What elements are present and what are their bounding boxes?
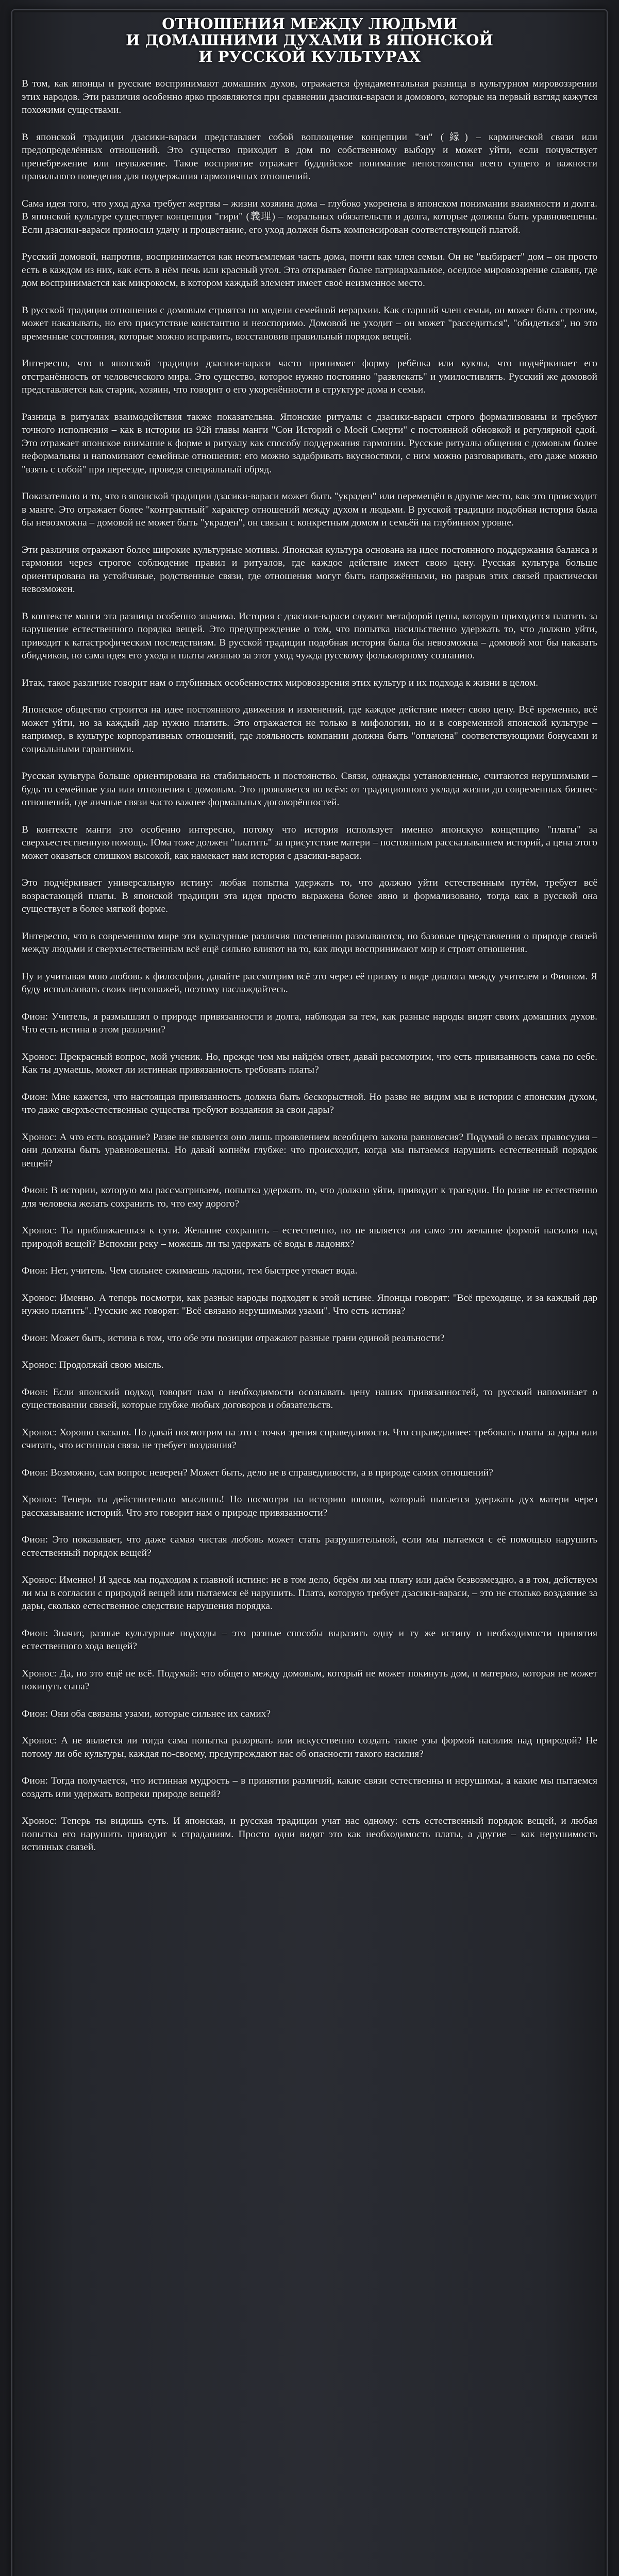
dialogue-line: Фион: В истории, которую мы рассматриваем, попытка удержать то, что должно уйти, приводит к трагедии. Но разве не естественно для человека желать сохранить то, что ему дорого?	[22, 1185, 597, 1209]
paragraph: Разница в ритуалах взаимодействия также показательна. Японские ритуалы с дзасики-вараси строго формализованы и требуют точного исполнения – как в истории из 92й главы манги "Сон Историй о Моей Смерти" с постоянной обновкой и регулярной едой. Это отражает японское внимание к форме и ритуалу как способу поддержания гармонии. Русские ритуалы общения с домовым более неформальны и напоминают семейные отношения: его можно задабривать вкусностями, с ним можно разговаривать, его даже можно "взять с собой" при переезде, проведя специальный обряд.	[22, 411, 597, 475]
paragraph: Это подчёркивает универсальную истину: любая попытка удержать то, что должно уйти естественным путём, требует всё возрастающей платы. В японской традиции эта идея просто выражена более явно и формализовано, тогда как в русской она существует в более мягкой форме.	[22, 877, 597, 914]
dialogue-line: Фион: Мне кажется, что настоящая привязанность должна быть бескорыстной. Но разве не видим мы в истории с японским духом, что даже сверхъестественные существа требуют воздаяния за свои дары?	[22, 1091, 597, 1115]
dialogue-line: Фион: Возможно, сам вопрос неверен? Может быть, дело не в справедливости, а в природе самих отношений?	[22, 1467, 493, 1478]
dialogue-line: Фион: Они оба связаны узами, которые сильнее их самих?	[22, 1708, 271, 1719]
paragraph: Сама идея того, что уход духа требует жертвы – жизни хозяина дома – глубоко укоренена в японском понимании взаимности и долга. В японской культуре существует концепция "гири" (義理) – моральных обязательств и долга, которые должны быть уравновешены. Если дзасики-вараси приносил удачу и процветание, его уход должен быть компенсирован соответствующей платой.	[22, 198, 597, 235]
title-line-3: И РУССКОЙ КУЛЬТУРАХ	[198, 48, 421, 65]
dialogue-line: Фион: Учитель, я размышлял о природе привязанности и долга, наблюдая за тем, как разные народы видят своих домашних духов. Что есть истина в этом различии?	[22, 1011, 597, 1035]
dialogue-line: Фион: Если японский подход говорит нам о необходимости осознавать цену наших привязанностей, то русский напоминает о существовании связей, которые глубже любых договоров и обязательств.	[22, 1386, 597, 1411]
dialogue-line: Хронос: Да, но это ещё не всё. Подумай: что общего между домовым, который не может покинуть дом, и матерью, которая не может покинуть сына?	[22, 1668, 597, 1692]
paragraph: Ну и учитывая мою любовь к философии, давайте рассмотрим всё это через её призму в виде диалога между учителем и Фионом. Я буду использовать своих персонажей, поэтому наслаждайтесь.	[22, 971, 597, 995]
dialogue-line: Фион: Это показывает, что даже самая чистая любовь может стать разрушительной, если мы пытаемся с её помощью нарушить естественный порядок вещей?	[22, 1534, 597, 1558]
paragraph: Показательно и то, что в японской традиции дзасики-вараси может быть "украден" или перемещён в другое место, как это происходит в манге. Это отражает более "контрактный" характер отношений между духом и людьми. В русской традиции подобная история была бы невозможна – домовой не может быть "украден", он связан с конкретным домом и семьёй на глубинном уровне.	[22, 491, 597, 528]
paragraph: Японское общество строится на идее постоянного движения и изменений, где каждое действие имеет свою цену. Всё временно, всё может уйти, но за каждый дар нужно платить. Это отражается не только в мифологии, но и в современной японской культуре – например, в культуре корпоративных отношений, где лояльность компании должна быть "оплачена" соответствующими бонусами и социальными гарантиями.	[22, 704, 597, 755]
dialogue-line: Хронос: Ты приближаешься к сути. Желание сохранить – естественно, но не является ли само это желание формой насилия над природой вещей? Вспомни реку – можешь ли ты удержать её воды в ладонях?	[22, 1225, 597, 1249]
dialogue-line: Фион: Значит, разные культурные подходы – это разные способы выразить одну и ту же истину о необходимости принятия естественного хода вещей?	[22, 1628, 597, 1652]
dialogue-line: Хронос: Прекрасный вопрос, мой ученик. Но, прежде чем мы найдём ответ, давай рассмотрим, что есть привязанность сама по себе. Как ты думаешь, может ли истинная привязанность требовать платы?	[22, 1051, 597, 1075]
title-line-2: И ДОМАШНИМИ ДУХАМИ В ЯПОНСКОЙ	[126, 31, 493, 49]
paragraph: Русская культура больше ориентирована на стабильность и постоянство. Связи, однажды установленные, считаются нерушимыми – будь то семейные узы или отношения с домовым. Это проявляется во всём: от традиционного уклада жизни до современных бизнес-отношений, где личные связи часто важнее формальных договорённостей.	[22, 771, 597, 808]
dialogue-line: Хронос: Хорошо сказано. Но давай посмотрим на это с точки зрения справедливости. Что справедливее: требовать платы за дары или считать, что истинная связь не требует воздаяния?	[22, 1427, 597, 1451]
paragraph: В контексте манги это особенно интересно, потому что история использует именно японскую концепцию "платы" за сверхъестественную помощь. Юма тоже должен "платить" за присутствие матери – постоянным рассказыванием историй, а цена этого может оказаться слишком высокой, как намекает нам история с дзасики-вараси.	[22, 824, 597, 861]
article-body	[22, 77, 597, 1854]
paragraph: Эти различия отражают более широкие культурные мотивы. Японская культура основана на идее постоянного поддержания баланса и гармонии через строгое соблюдение правил и ритуалов, где каждое действие имеет свою цену. Русская культура больше ориентирована на устойчивые, родственные связи, где отношения могут быть напряжёнными, но разрыв этих связей практически невозможен.	[22, 544, 597, 595]
dialogue-line: Хронос: А что есть воздание? Разве не является оно лишь проявлением всеобщего закона равновесия? Подумай о весах правосудия – они должны быть уравновешены. Но давай копнём глубже: что происходит, когда мы пытаемся нарушить естественный порядок вещей?	[22, 1131, 597, 1169]
paragraph: Русский домовой, напротив, воспринимается как неотъемлемая часть дома, почти как член семьи. Он не "выбирает" дом – он просто есть в каждом из них, как есть в нём печь или красный угол. Эта открывает более патриархальное, оседлое мировоззрение славян, где дом воспринимается как микрокосм, в котором каждый элемент имеет своё неизменное место.	[22, 251, 597, 289]
dialogue-line: Хронос: Теперь ты видишь суть. И японская, и русская традиции учат нас одному: есть естественный порядок вещей, и любая попытка его нарушить приводит к страданиям. Просто одни видят это как необходимость платы, а другие – как нерушимость истинных связей.	[22, 1816, 597, 1853]
paragraph: Итак, такое различие говорит нам о глубинных особенностях мировоззрения этих культур и их подхода к жизни в целом.	[22, 677, 539, 688]
paragraph: В том, как японцы и русские воспринимают домашних духов, отражается фундаментальная разница в культурном мировоззрении этих народов. Эти различия особенно ярко проявляются при сравнении дзасики-вараси и домового, которые на первый взгляд кажутся похожими существами.	[22, 78, 597, 115]
dialogue-line: Фион: Может быть, истина в том, что обе эти позиции отражают разные грани единой реальности?	[22, 1332, 445, 1344]
dialogue-line: Хронос: Именно! И здесь мы подходим к главной истине: не в том дело, берём ли мы плату или даём безвозмездно, а в том, действуем ли мы в согласии с природой вещей или пытаемся её нарушить. Плата, которую требует дзасики-вараси, – это не столько воздаяние за дары, сколько естественное следствие нарушения порядка.	[22, 1574, 597, 1612]
paragraph: В контексте манги эта разница особенно значима. История с дзасики-вараси служит метафорой цены, которую приходится платить за нарушение естественного порядка вещей. Это предупреждение о том, что попытка насильственно удержать то, что должно уйти, приводит к катастрофическим последствиям. В русской традиции подобная история была бы невозможна – домовой мог бы наказать обидчиков, но сама идея его ухода и платы жизнью за этот уход чужда русскому фольклорному сознанию.	[22, 611, 597, 661]
dialogue-line: Хронос: А не является ли тогда сама попытка разорвать или искусственно создать такие узы формой насилия над природой? Не потому ли обе культуры, каждая по-своему, предупреждают нас об опасности такого насилия?	[22, 1735, 597, 1759]
dialogue-line: Хронос: Продолжай свою мысль.	[22, 1360, 164, 1370]
paragraph: Интересно, что в современном мире эти культурные различия постепенно размываются, но базовые представления о природе связей между людьми и сверхъестественным всё ещё сильно влияют на то, как люди воспринимают мир и строят отношения.	[22, 930, 597, 955]
dialogue-line: Хронос: Теперь ты действительно мыслишь! Но посмотри на историю юноши, который пытается удержать дух матери через рассказывание историй. Что это говорит нам о природе привязанности?	[22, 1494, 597, 1518]
title-line-1: ОТНОШЕНИЯ МЕЖДУ ЛЮДЬМИ	[162, 15, 457, 32]
dialogue-line: Хронос: Именно. А теперь посмотри, как разные народы подходят к этой истине. Японцы говорят: "Всё преходяще, и за каждый дар нужно платить". Русские же говорят: "Всё связано нерушимыми узами". Что есть истина?	[22, 1292, 597, 1316]
dialogue-line: Фион: Нет, учитель. Чем сильнее сжимаешь ладони, тем быстрее утекает вода.	[22, 1265, 358, 1276]
paragraph: В русской традиции отношения с домовым строятся по модели семейной иерархии. Как старший член семьи, он может быть строгим, может наказывать, но его присутствие константно и неоспоримо. Домовой не уходит – он может "расседиться", "обидеться", но это временные состояния, которые можно исправить, восстановив правильный порядок вещей.	[22, 304, 597, 342]
paragraph: В японской традиции дзасики-вараси представляет собой воплощение концепции "эн" (縁) – кармической связи или предопределённых отношений. Это существо приходит в дом по собственному выбору и может уйти, если почувствует пренебрежение или неуважение. Такое восприятие отражает буддийское понимание непостоянства всего сущего и важности правильного поведения для поддержания гармоничных отношений.	[22, 131, 597, 182]
paragraph: Интересно, что в японской традиции дзасики-вараси часто принимает форму ребёнка или куклы, что подчёркивает его отстранённость от человеческого мира. Это существо, которое нужно постоянно "развлекать" и умилостивлять. Русский же домовой представляется как старик, хозяин, что говорит о его укоренённости в структуре дома и семьи.	[22, 358, 597, 395]
page-title	[22, 15, 597, 65]
dialogue-line: Фион: Тогда получается, что истинная мудрость – в принятии различий, какие связи естественны и нерушимы, а какие мы пытаемся создать или удержать вопреки природе вещей?	[22, 1775, 597, 1800]
